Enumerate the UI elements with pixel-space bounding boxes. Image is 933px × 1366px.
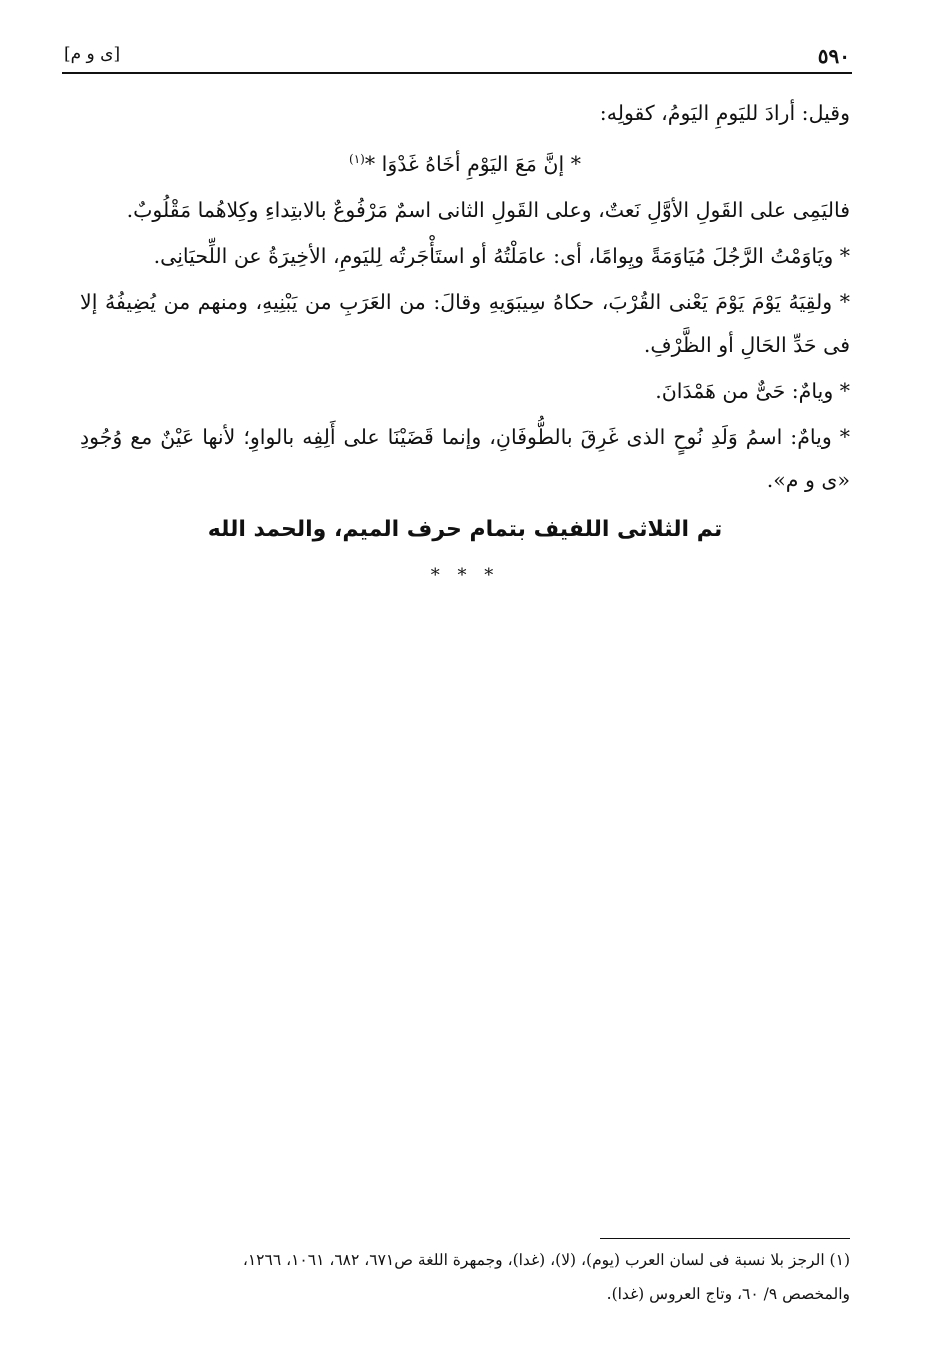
verse-text: * إنَّ مَعَ اليَوْمِ أخَاهُ غَدْوَا * xyxy=(364,151,581,176)
paragraph-intro: وقيل: أرادَ لليَومِ اليَومُ، كقولِه: xyxy=(599,101,850,125)
footnote-line: (١) الرجز بلا نسبة فى لسان العرب (يوم)، (لا)، (غدا)، وجمهرة اللغة ص٦٧١، ٦٨٢، ١٠٦١، ١٢٦٦، xyxy=(242,1251,850,1269)
footnotes xyxy=(80,1243,850,1311)
root-tag: [ى و م] xyxy=(64,44,121,64)
section-ornament: * * * xyxy=(430,564,500,586)
paragraph: فاليَمِى على القَولِ الأوَّلِ نَعتٌ، وعلى القَولِ الثانى اسمٌ مَرْفُوعٌ بالابتِداءِ وكِلاهُما مَقْلُوبٌ. xyxy=(126,197,850,222)
paragraph: * ويَاوَمْتُ الرَّجُلَ مُيَاوَمَةً ويِوامًا، أى: عامَلْتُهُ أو استَأْجَرتُه لِليَومِ، الأخِيرَةُ عن اللِّحيَانِى. xyxy=(153,243,850,268)
closing-title: تم الثلاثى اللفيف بتمام حرف الميم، والحمد الله xyxy=(207,516,723,542)
footnote-divider xyxy=(600,1238,850,1239)
paragraph: * ولقِيَهُ يَوْمَ يَوْمَ يَعْنى القُرْبَ، حكاهُ سِيبَوَيهِ وقالَ: من العَرَبِ من يَبْنِيهِ، ومنهم من يُضِيفُهُ إلا فى حَدِّ الحَالِ أو الظَّرْفِ. xyxy=(80,289,850,357)
verse-line xyxy=(80,138,850,186)
footnote-line: والمخصص ٩/ ٦٠، وتاج العروس (غدا). xyxy=(606,1285,850,1303)
footnote-reference: (١) xyxy=(349,152,365,166)
paragraph: * ويامٌ: حَىٌّ من هَمْدَانَ. xyxy=(655,378,850,403)
paragraph: * ويامٌ: اسمُ وَلَدِ نُوحٍ الذى غَرِقَ بالطُّوفَانِ، وإنما قَضَيْنَا على أَلِفِه بالواوِ؛ لأنها عَيْنٌ مع وُجُودِ «ى و م». xyxy=(80,424,850,492)
main-text xyxy=(80,92,850,600)
page-header xyxy=(62,38,852,74)
page-number: ٥٩٠ xyxy=(817,44,850,68)
